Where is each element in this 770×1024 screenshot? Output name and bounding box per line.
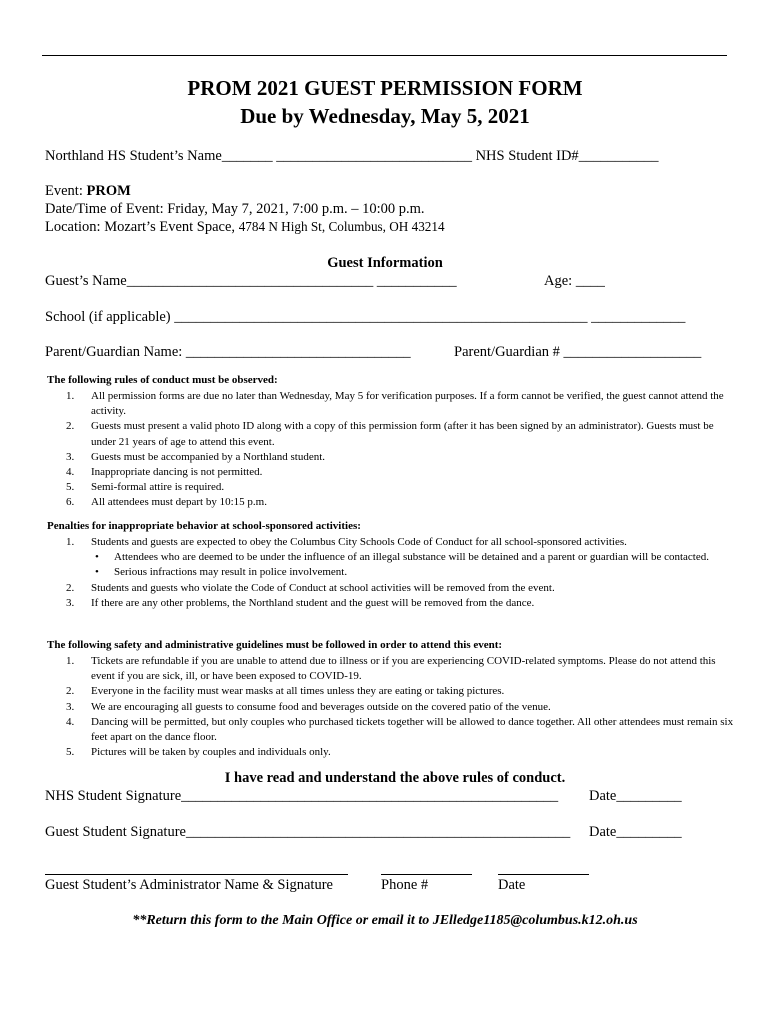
school-field[interactable]: _________________________________________________________ _____________ (174, 309, 686, 325)
guest-info-heading: Guest Information (327, 255, 443, 271)
student-name-field[interactable]: _______ ___________________________ (221, 148, 472, 164)
parent-number-label: Parent/Guardian # (454, 344, 560, 360)
list-item: 3. Guests must be accompanied by a Northland student. (66, 450, 326, 463)
return-instructions: **Return this form to the Main Office or email it to JElledge1185@columbus.k12.oh.us (132, 913, 638, 928)
event-datetime: Date/Time of Event: Friday, May 7, 2021, 7:00 p.m. – 10:00 p.m. (45, 201, 425, 217)
list-item: 6. All attendees must depart by 10:15 p.m. (66, 496, 267, 509)
list-item: 2. Everyone in the facility must wear masks at all times unless they are eating or taking pictures. (66, 685, 505, 698)
list-item: 4. Inappropriate dancing is not permitted. (66, 466, 263, 479)
due-date-heading: Due by Wednesday, May 5, 2021 (240, 104, 530, 128)
guest-date-label: Date (589, 824, 617, 840)
list-item: 3. We are encouraging all guests to consume food and beverages outside on the covered patio of the venue. (66, 700, 551, 713)
safety-list (47, 654, 737, 760)
admin-date-line[interactable] (498, 874, 589, 875)
parent-name-row (45, 344, 411, 361)
guest-signature-label: Guest Student Signature (45, 824, 186, 840)
list-item: 5. Pictures will be taken by couples and individuals only. (66, 746, 331, 759)
event-label: Event: (45, 183, 83, 199)
phone-line[interactable] (381, 874, 472, 875)
list-item: 2. Students and guests who violate the Code of Conduct at school activities will be removed from the event. (66, 581, 555, 594)
student-name-label: Northland HS Student’s Name (45, 148, 222, 164)
event-value: PROM (86, 183, 131, 199)
list-item: 1. Students and guests are expected to obey the Columbus City Schools Code of Conduct for all school-sponsored activities. • Attendees who are deemed to be under the influence of an illegal substance will be detained and a parent or guardian will be contacted. • Serious infractions may result in police involvement. (47, 535, 737, 581)
penalties-sublist (91, 550, 737, 580)
list-item: 1. All permission forms are due no later than Wednesday, May 5 for verification purposes. If a form cannot be verified, the guest cannot attend the activity. (66, 390, 724, 418)
list-item: 2. Guests must present a valid photo ID along with a copy of this permission form (after it has been signed by an administrator). Guests must be under 21 years of age to attend this event. (66, 420, 714, 448)
penalties-list (47, 535, 737, 611)
admin-signature-line[interactable] (45, 874, 348, 875)
event-location-label: Location: Mozart’s Event Space, (45, 219, 236, 235)
list-item: 3. If there are any other problems, the Northland student and the guest will be removed from the dance. (66, 596, 535, 609)
guest-age-row (544, 273, 605, 290)
school-label: School (if applicable) (45, 309, 171, 325)
student-signature-row (45, 788, 558, 805)
guest-date-field[interactable]: _________ (616, 824, 682, 840)
form-title: PROM 2021 GUEST PERMISSION FORM (187, 76, 583, 100)
student-signature-field[interactable]: ____________________________________________________ (181, 788, 559, 804)
safety-title: The following safety and administrative guidelines must be followed in order to attend this event: (47, 639, 503, 651)
student-name-row (45, 148, 658, 165)
guest-age-label: Age: (544, 273, 573, 289)
student-date-field[interactable]: _________ (616, 788, 682, 804)
event-row (45, 183, 131, 200)
school-row (45, 309, 685, 326)
bullet-item: • Attendees who are deemed to be under the influence of an illegal substance will be detained and a parent or guardian will be contacted. (95, 551, 709, 564)
guest-date-row (589, 824, 682, 841)
guest-name-field[interactable]: __________________________________ ___________ (126, 273, 457, 289)
rules-list (47, 389, 737, 511)
guest-name-label: Guest’s Name (45, 273, 127, 289)
event-location-value: 4784 N High St, Columbus, OH 43214 (238, 219, 445, 234)
guest-signature-row (45, 824, 570, 841)
bullet-item: • Serious infractions may result in police involvement. (95, 566, 348, 579)
student-date-label: Date (589, 788, 617, 804)
list-item: 5. Semi-formal attire is required. (66, 481, 225, 494)
parent-number-field[interactable]: ___________________ (563, 344, 702, 360)
student-date-row (589, 788, 682, 805)
list-item: 1. Tickets are refundable if you are unable to attend due to illness or if you are experiencing COVID-related symptoms. Please do not attend this event if you are sick, ill, or have been exposed to COVID-19. (66, 655, 716, 683)
penalties-title: Penalties for inappropriate behavior at school-sponsored activities: (47, 520, 361, 532)
rules-title: The following rules of conduct must be observed: (47, 374, 278, 386)
guest-name-row (45, 273, 457, 290)
student-id-label: NHS Student ID# (475, 148, 579, 164)
acknowledgement-statement: I have read and understand the above rules of conduct. (224, 770, 566, 786)
event-location-row (45, 219, 445, 236)
student-id-field[interactable]: ___________ (578, 148, 659, 164)
parent-name-label: Parent/Guardian Name: (45, 344, 183, 360)
top-divider (42, 55, 727, 56)
parent-name-field[interactable]: _______________________________ (185, 344, 411, 360)
guest-age-field[interactable]: ____ (575, 273, 605, 289)
admin-signature-label: Guest Student’s Administrator Name & Signature (45, 877, 333, 893)
phone-label: Phone # (381, 877, 429, 893)
admin-date-label: Date (498, 877, 526, 893)
list-item: 4. Dancing will be permitted, but only couples who purchased tickets together will be allowed to dance together. All other attendees must remain six feet apart on the dance floor. (66, 715, 734, 744)
student-signature-label: NHS Student Signature (45, 788, 182, 804)
guest-signature-field[interactable]: _____________________________________________________ (185, 824, 571, 840)
parent-number-row (454, 344, 701, 361)
